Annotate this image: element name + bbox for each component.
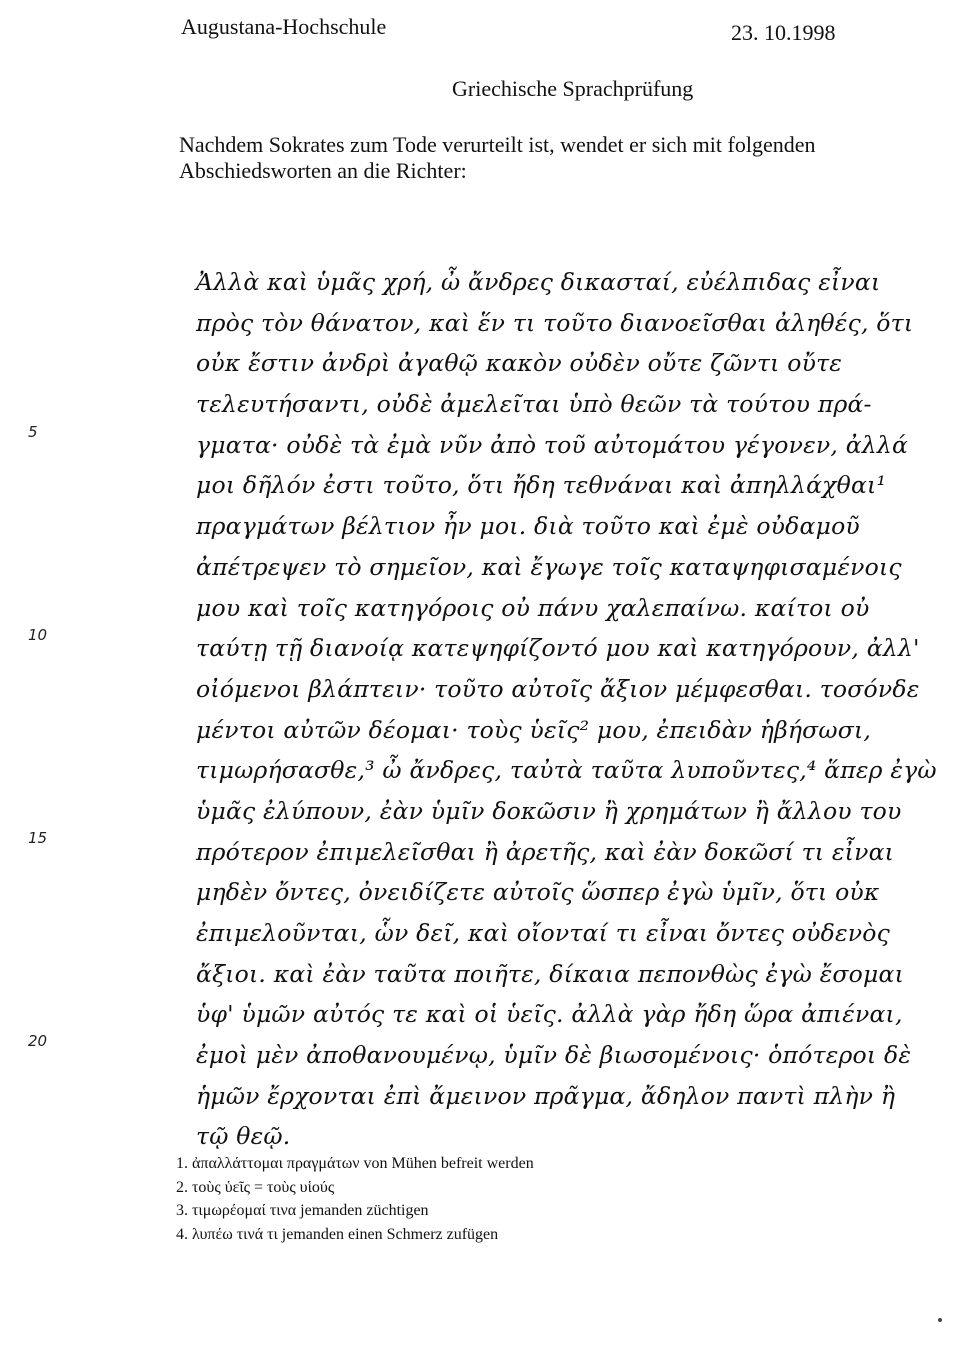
greek-line-13: τιμωρήσασθε,³ ὦ ἄνδρες, ταὐτὰ ταῦτα λυποῦντες,⁴ ἅπερ ἐγὼ xyxy=(196,756,937,785)
page-title: Griechische Sprachprüfung xyxy=(452,76,694,101)
intro-text: Nachdem Sokrates zum Tode verurteilt ist, wendet er sich mit folgenden Abschiedsworten an die Richter: xyxy=(179,132,816,183)
footnote-3: 3. τιμωρέομαί τινα jemanden züchtigen xyxy=(176,1202,429,1220)
greek-line-21: ἡμῶν ἔρχονται ἐπὶ ἄμεινον πρᾶγμα, ἄδηλον παντὶ πλὴν ἢ xyxy=(196,1081,896,1110)
greek-line-3: οὐκ ἔστιν ἀνδρὶ ἀγαθῷ κακὸν οὐδὲν οὔτε ζῶντι οὔτε xyxy=(196,349,843,378)
greek-line-19: ὑφ' ὑμῶν αὐτός τε καὶ οἱ ὑεῖς. ἀλλὰ γὰρ ἤδη ὥρα ἀπιέναι, xyxy=(196,1000,903,1029)
footnotes xyxy=(176,1152,534,1246)
greek-line-6: μοι δῆλόν ἐστι τοῦτο, ὅτι ἤδη τεθνάναι καὶ ἀπηλλάχθαι¹ xyxy=(196,471,887,500)
greek-line-7: πραγμάτων βέλτιον ἦν μοι. διὰ τοῦτο καὶ ἐμὲ οὐδαμοῦ xyxy=(196,512,860,541)
greek-line-5: γματα· οὐδὲ τὰ ἐμὰ νῦν ἀπὸ τοῦ αὐτομάτου γέγονεν, ἀλλά xyxy=(196,430,909,459)
greek-line-17: ἐπιμελοῦνται, ὧν δεῖ, καὶ οἴονταί τι εἶναι ὄντες οὐδενὸς xyxy=(196,919,890,947)
footnote-2: 2. τοὺς ὑεῖς = τοὺς υἱούς xyxy=(176,1178,335,1196)
school-name: Augustana-Hochschule xyxy=(181,14,387,39)
greek-line-12: μέντοι αὐτῶν δέομαι· τοὺς ὑεῖς² μου, ἐπειδὰν ἡβήσωσι, xyxy=(196,715,872,744)
greek-line-14: ὑμᾶς ἐλύπουν, ἐὰν ὑμῖν δοκῶσιν ἢ χρημάτων ἢ ἄλλου του xyxy=(196,796,902,825)
greek-line-1: Ἀλλὰ καὶ ὑμᾶς χρή, ὦ ἄνδρες δικασταί, εὐέλπιδας εἶναι xyxy=(196,268,881,296)
greek-line-20: ἐμοὶ μὲν ἀποθανουμένῳ, ὑμῖν δὲ βιωσομένοις· ὁπότεροι δὲ xyxy=(196,1041,912,1070)
greek-line-15: πρότερον ἐπιμελεῖσθαι ἢ ἀρετῆς, καὶ ἐὰν δοκῶσί τι εἶναι xyxy=(196,837,895,866)
greek-passage xyxy=(196,262,937,1157)
greek-line-11: οἰόμενοι βλάπτειν· τοῦτο αὐτοῖς ἄξιον μέμφεσθαι. τοσόνδε xyxy=(196,674,920,703)
greek-line-9: μου καὶ τοῖς κατηγόροις οὐ πάνυ χαλεπαίνω. καίτοι οὐ xyxy=(196,593,870,622)
greek-line-18: ἄξιοι. καὶ ἐὰν ταῦτα ποιῆτε, δίκαια πεπονθὼς ἐγὼ ἔσομαι xyxy=(196,959,904,988)
greek-line-22: τῷ θεῷ. xyxy=(196,1122,291,1151)
greek-line-4: τελευτήσαντι, οὐδὲ ἀμελεῖται ὑπὸ θεῶν τὰ τούτου πρά- xyxy=(196,390,872,419)
greek-line-2: πρὸς τὸν θάνατον, καὶ ἕν τι τοῦτο διανοεῖσθαι ἀληθές, ὅτι xyxy=(196,308,914,337)
line-marker-20: 20 xyxy=(28,1032,48,1050)
greek-line-16: μηδὲν ὄντες, ὀνειδίζετε αὐτοῖς ὥσπερ ἐγὼ ὑμῖν, ὅτι οὐκ xyxy=(196,878,880,907)
greek-line-10: ταύτῃ τῇ διανοίᾳ κατεψηφίζοντό μου καὶ κατηγόρουν, ἀλλ' xyxy=(196,634,920,663)
line-marker-10: 10 xyxy=(28,626,48,644)
line-marker-5: 5 xyxy=(28,423,38,441)
footnote-4: 4. λυπέω τινά τι jemanden einen Schmerz zufügen xyxy=(176,1225,499,1243)
exam-date: 23. 10.1998 xyxy=(731,20,836,45)
footnote-1: 1. ἀπαλλάττομαι πραγμάτων von Mühen befreit werden xyxy=(176,1155,534,1172)
line-marker-15: 15 xyxy=(28,829,48,847)
greek-line-8: ἀπέτρεψεν τὸ σημεῖον, καὶ ἔγωγε τοῖς καταψηφισαμένοις xyxy=(196,552,902,581)
scan-speck xyxy=(938,1318,942,1322)
